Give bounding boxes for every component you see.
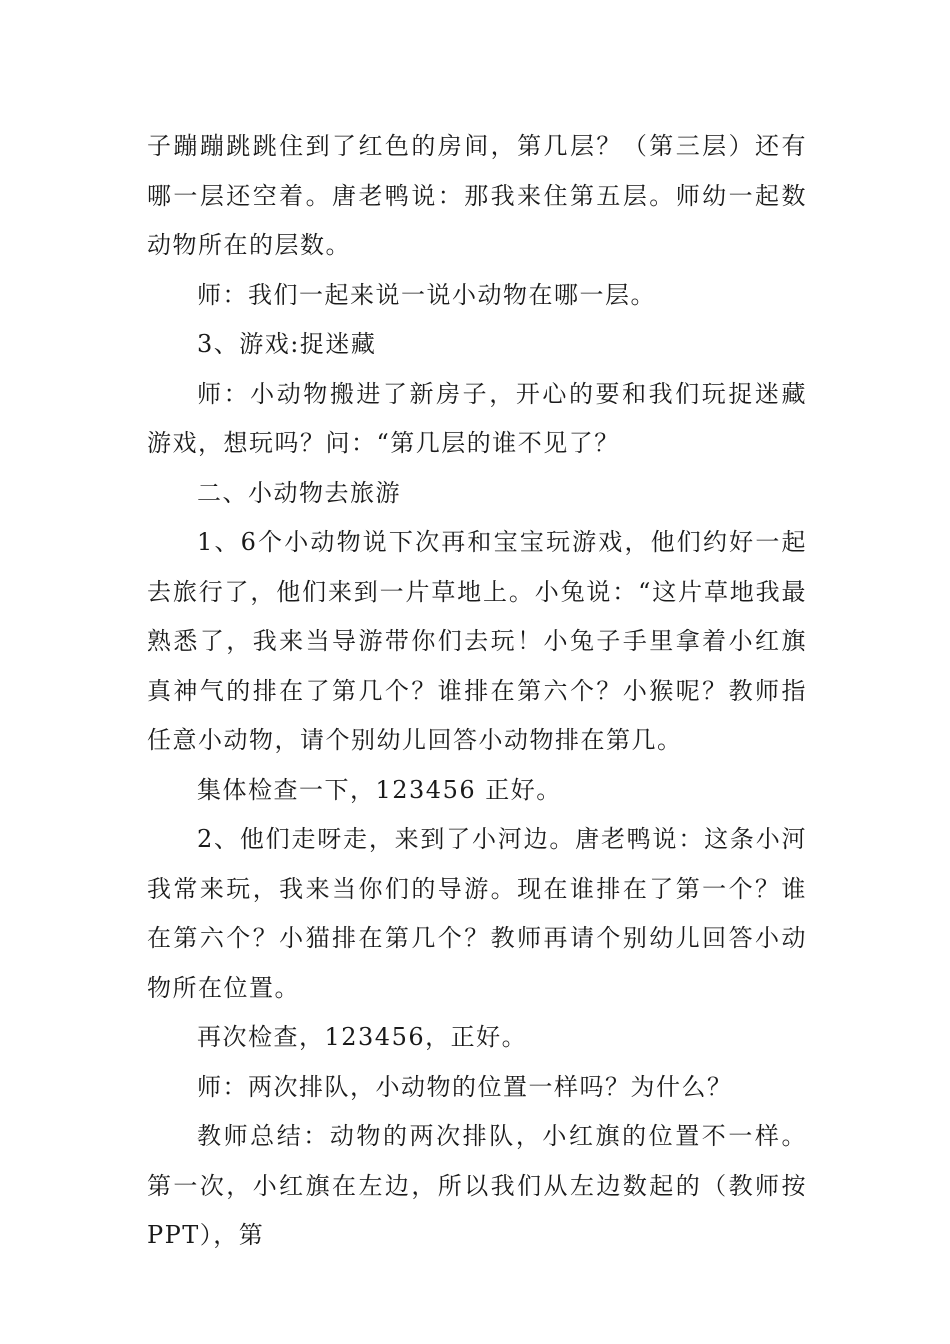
paragraph-question: 师：两次排队，小动物的位置一样吗？为什么？ (197, 1072, 733, 1101)
paragraph-summary: 教师总结：动物的两次排队，小红旗的位置不一样。第一次，小红旗在左边，所以我们从左边数起的（教师按PPT），第 (147, 1122, 807, 1249)
paragraph-continuation: 子蹦蹦跳跳住到了红色的房间，第几层？（第三层）还有哪一层还空着。唐老鸭说：那我来住第五层。师幼一起数动物所在的层数。 (147, 132, 807, 259)
paragraph-teacher-line: 师：我们一起来说一说小动物在哪一层。 (197, 280, 656, 309)
paragraph-river: 2、他们走呀走，来到了小河边。唐老鸭说：这条小河我常来玩，我来当你们的导游。现在谁排在了第一个？谁在第六个？小猫排在第几个？教师再请个别幼儿回答小动物所在位置。 (147, 825, 807, 1002)
paragraph-meadow: 1、6个小动物说下次再和宝宝玩游戏，他们约好一起去旅行了，他们来到一片草地上。小兔说：“这片草地我最熟悉了，我来当导游带你们去玩！小兔子手里拿着小红旗真神气的排在了第几个？谁排在第六个？小猴呢？教师指任意小动物，请个别幼儿回答小动物排在第几。 (147, 528, 807, 754)
paragraph-game-heading: 3、游戏:捉迷藏 (197, 330, 377, 358)
paragraph-check-one: 集体检查一下，123456 正好。 (197, 775, 562, 804)
paragraph-check-two: 再次检查，123456，正好。 (197, 1023, 528, 1051)
document-page (147, 122, 807, 1261)
section-heading-travel: 二、小动物去旅游 (197, 478, 401, 507)
paragraph-hide-and-seek: 师：小动物搬进了新房子，开心的要和我们玩捉迷藏游戏，想玩吗？问：“第几层的谁不见了？ (147, 379, 807, 457)
